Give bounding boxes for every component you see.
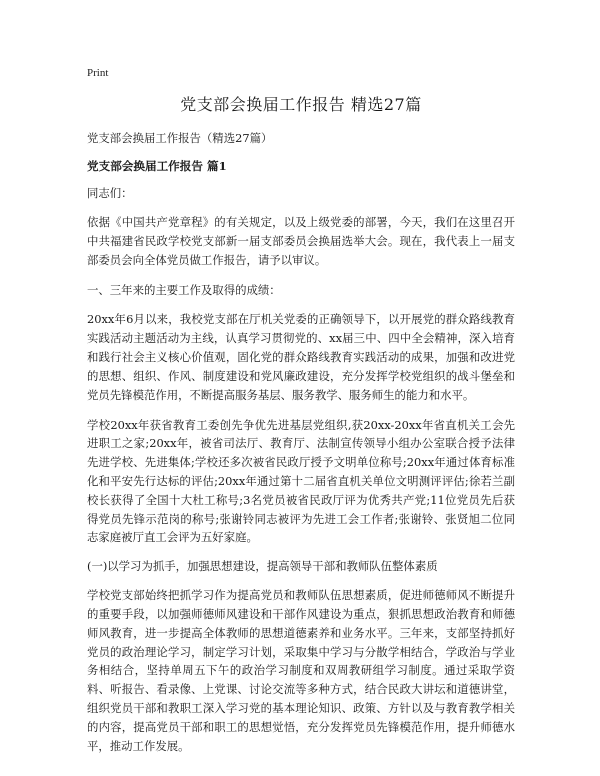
print-label[interactable]: Print [87,67,109,79]
paragraph-heading-study: (一)以学习为抓手，加强思想建设，提高领导干部和教师队伍整体素质 [87,559,438,574]
paragraph-intro: 依据《中国共产党章程》的有关规定，以及上级党委的部署，今天，我们在这里召开中共福建省民政学校党支部新一届支部委员会换届选举大会。现在，我代表上一届支部委员会向全体党员做工作报告，请予以审议。 [87,215,515,268]
paragraph-work-overview: 20xx年6月以来，我校党支部在厅机关党委的正确领导下，以开展党的群众路线教育实践活动主题活动为主线，认真学习贯彻党的、xx届三中、四中全会精神，深入培育和践行社会主义核心价值观，固化党的群众路线教育实践活动的成果，加强和改进党的思想、组织、作风、制度建设和党风廉政建设，充分发挥学校党组织的战斗堡垒和党员先锋模范作用，不断提高服务基层、服务教学、服务师生的能力和水平。 [87,311,515,403]
paragraph-study-details: 学校党支部始终把抓学习作为提高党员和教师队伍思想素质，促进师德师风不断提升的重要手段，以加强师德师风建设和干部作风建设为重点，狠抓思想政治教育和师德师风教育，进一步提高全体教师的思想道德素养和业务水平。三年来，支部坚持抓好党员的政治理论学习，制定学习计划，采取集中学习与分散学相结合，学政治与学业务相结合，坚持单周五下午的政治学习制度和双周教研组学习制度。通过采取学资料、听报告、看录像、上党课、讨论交流等多种方式，结合民政大讲坛和道德讲堂，组织党员干部和教职工深入学习党的基本理论知识、政策、方针以及与教育教学相关的内容，提高党员干部和职工的思想觉悟，充分发挥党员先锋模范作用，提升师德水平，推动工作发展。 [87,588,515,753]
document-title: 党支部会换届工作报告 精选27篇 [180,95,422,114]
paragraph-honors: 学校20xx年获省教育工委创先争优先进基层党组织,获20xx-20xx年省直机关工会先进职工之家;20xx年，被省司法厅、教育厅、法制宣传领导小组办公室联合授予法律先进学校、先进集体;学校还多次被省民政厅授予文明单位称号;20xx年通过体育标准化和平安先行达标的评估;20xx年通过第十二届省直机关单位文明测评评估;徐若兰副校长获得了全国十大杜工称号;3名党员被省民政厅评为优秀共产党;11位党员先后获得党员先锋示范岗的称号;张谢铃同志被评为先进工会工作者;张谢铃、张贤旭二位同志家庭被厅直工会评为五好家庭。 [87,417,515,545]
salutation: 同志们： [87,186,133,200]
paragraph-heading-achievements: 一、三年来的主要工作及取得的成绩： [87,282,281,297]
document-page [87,66,515,765]
document-subtitle: 党支部会换届工作报告（精选27篇） [87,131,273,145]
section-heading: 党支部会换届工作报告 篇1 [87,159,227,173]
